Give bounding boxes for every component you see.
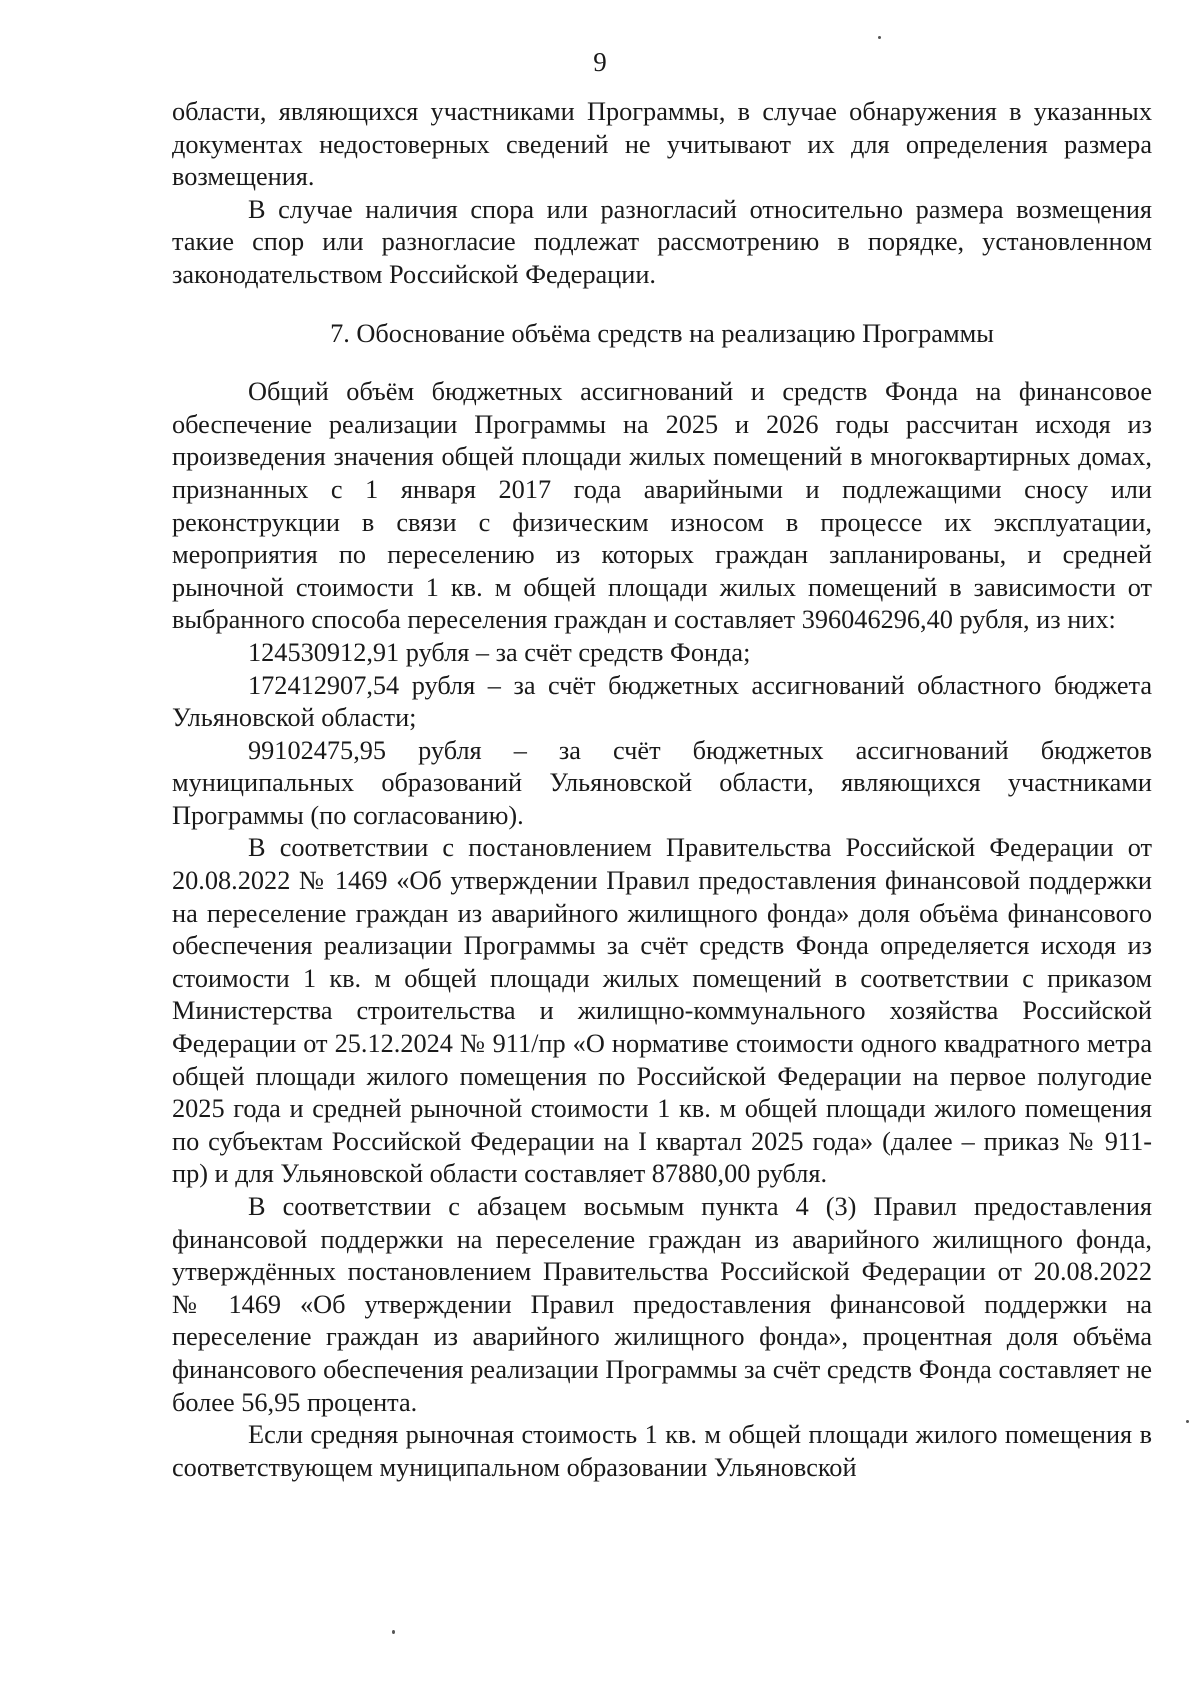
scan-speck (392, 1630, 395, 1634)
scan-speck (1186, 1420, 1189, 1423)
page-number: 9 (593, 47, 607, 77)
paragraph-fund-amount: 124530912,91 рубля – за счёт средств Фонда; (248, 637, 751, 667)
paragraph-continuation: области, являющихся участниками Программы, в случае обнаружения в указанных документах недостоверных сведений не учитывают их для определения размера возмещения. (172, 97, 1152, 192)
document-body (172, 96, 1152, 1484)
paragraph-fund-share: В соответствии с абзацем восьмым пункта 4 (3) Правил предоставления финансовой поддержки на переселение граждан из аварийного жилищного фонда, утверждённых постановлением Правительства Российской Федерации от 20.08.2022 № 1469 «Об утверждении Правил предоставления финансовой поддержки на переселение граждан из аварийного жилищного фонда», процентная доля объёма финансового обеспечения реализации Программы за счёт средств Фонда составляет не более 56,95 процента. (172, 1192, 1152, 1417)
paragraph-regional-amount: 172412907,54 рубля – за счёт бюджетных ассигнований областного бюджета Ульяновской области; (172, 670, 1152, 733)
scan-speck (878, 36, 881, 39)
paragraph-resolution-1469: В соответствии с постановлением Правительства Российской Федерации от 20.08.2022 № 1469 «Об утверждении Правил предоставления финансовой поддержки на переселение граждан из аварийного жилищного фонда» доля объёма финансового обеспечения реализации Программы за счёт средств Фонда определяется исходя из стоимости 1 кв. м общей площади жилых помещений в соответствии с приказом Министерства строительства и жилищно-коммунального хозяйства Российской Федерации от 25.12.2024 № 911/пр «О нормативе стоимости одного квадратного метра общей площади жилого помещения по Российской Федерации на первое полугодие 2025 года и средней рыночной стоимости 1 кв. м общей площади жилого помещения по субъектам Российской Федерации на I квартал 2025 года» (далее – приказ № 911-пр) и для Ульяновской области составляет 87880,00 рубля. (172, 833, 1152, 1189)
paragraph-market-cost: Если средняя рыночная стоимость 1 кв. м общей площади жилого помещения в соответствующем муниципальном образовании Ульяновской (172, 1420, 1152, 1482)
paragraph-municipal-amount: 99102475,95 рубля – за счёт бюджетных ассигнований бюджетов муниципальных образований Ульяновской области, являющихся участниками Программы (по согласованию). (172, 735, 1152, 830)
paragraph-total-volume: Общий объём бюджетных ассигнований и средств Фонда на финансовое обеспечение реализации Программы на 2025 и 2026 годы рассчитан исходя из произведения значения общей площади жилых помещений в многоквартирных домах, признанных с 1 января 2017 года аварийными и подлежащими сносу или реконструкции в связи с физическим износом в процессе их эксплуатации, мероприятия по переселению из которых граждан запланированы, и средней рыночной стоимости 1 кв. м общей площади жилых помещений в зависимости от выбранного способа переселения граждан и составляет 396046296,40 рубля, из них: (172, 377, 1152, 635)
section-heading: 7. Обоснование объёма средств на реализацию Программы (330, 318, 994, 348)
paragraph-dispute: В случае наличия спора или разногласий относительно размера возмещения такие спор или разногласие подлежат рассмотрению в порядке, установленном законодательством Российской Федерации. (172, 194, 1152, 289)
